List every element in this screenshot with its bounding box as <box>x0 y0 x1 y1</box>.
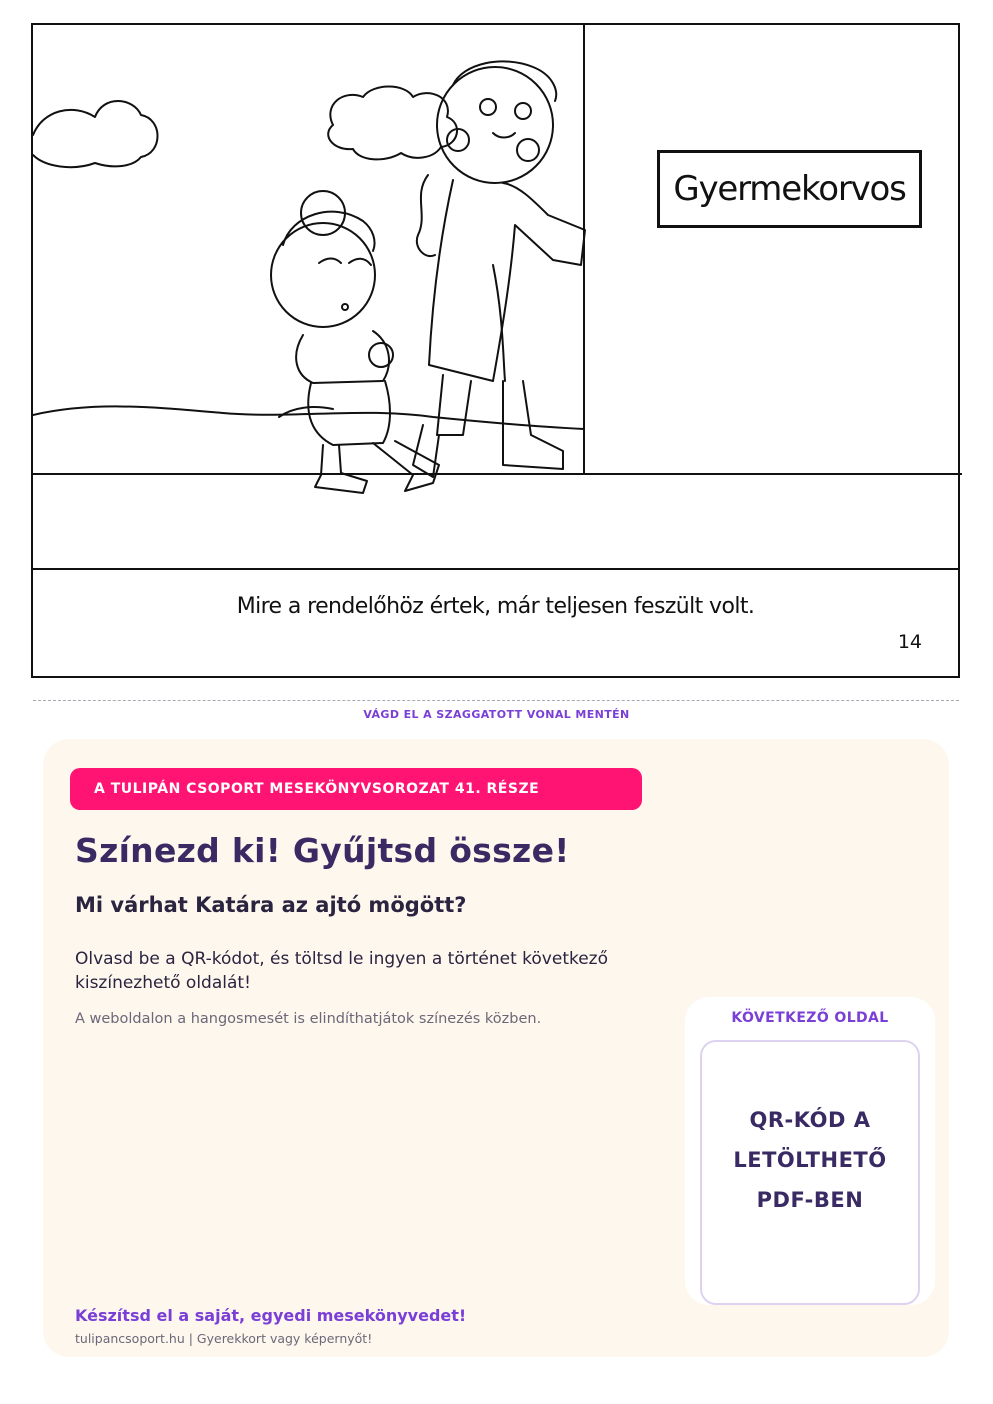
promo-body: Olvasd be a QR-kódot, és töltsd le ingyen a történet következő kiszínezhető oldalát! <box>75 949 609 993</box>
promo-card <box>43 739 949 1357</box>
coloring-illustration <box>33 25 962 570</box>
child-leg-right <box>373 441 439 491</box>
mother-cheek-right <box>517 139 539 161</box>
child-head <box>271 223 375 327</box>
promo-subheading: Mi várhat Katára az ajtó mögött? <box>75 893 467 917</box>
series-badge <box>70 768 642 810</box>
mother-leg-left <box>437 375 471 435</box>
promo-note: A weboldalon a hangosmesét is elindíthatjátok színezés közben. <box>75 1011 542 1027</box>
child-leg-left <box>315 445 367 493</box>
cut-line <box>33 700 959 701</box>
qr-placeholder-text: QR-KÓD A LETÖLTHETŐ PDF-BEN <box>733 1108 887 1212</box>
pediatrician-sign-text: Gyermekorvos <box>673 169 906 209</box>
series-badge-label: A TULIPÁN CSOPORT MESEKÖNYVSOROZAT 41. RÉSZE <box>94 781 540 797</box>
child-hair <box>283 212 375 251</box>
promo-heading: Színezd ki! Gyűjtsd össze! <box>75 831 570 870</box>
qr-panel-label: KÖVETKEZŐ OLDAL <box>731 1010 889 1026</box>
mother-eye-left <box>480 99 496 115</box>
mother-cheek-left <box>447 129 469 151</box>
child-eyes <box>319 259 371 266</box>
story-caption: Mire a rendelőhöz értek, már teljesen feszült volt. <box>236 594 755 619</box>
mother-smile <box>493 133 515 138</box>
mother-coat <box>429 180 585 381</box>
cut-instruction: VÁGD EL A SZAGGATOTT VONAL MENTÉN <box>363 708 630 721</box>
mother-curl <box>417 175 435 256</box>
qr-code-panel <box>685 997 935 1305</box>
mother-head <box>437 67 553 183</box>
page-number: 14 <box>897 631 922 653</box>
footer-cta: Készítsd el a saját, egyedi mesekönyvedet! <box>75 1306 467 1325</box>
mother-eye-right <box>515 103 531 119</box>
child-mouth <box>342 304 348 310</box>
child-shirt <box>296 331 389 383</box>
qr-code-placeholder[interactable] <box>700 1040 920 1305</box>
cloud-left <box>33 101 158 167</box>
footer-website[interactable]: tulipancsoport.hu | Gyerekkort vagy képernyőt! <box>75 1331 373 1346</box>
child-scarf <box>279 407 333 417</box>
caption-band <box>33 568 958 678</box>
pediatrician-sign <box>657 150 922 228</box>
coloring-page-frame <box>31 23 960 678</box>
mother-boot-left <box>413 425 439 477</box>
